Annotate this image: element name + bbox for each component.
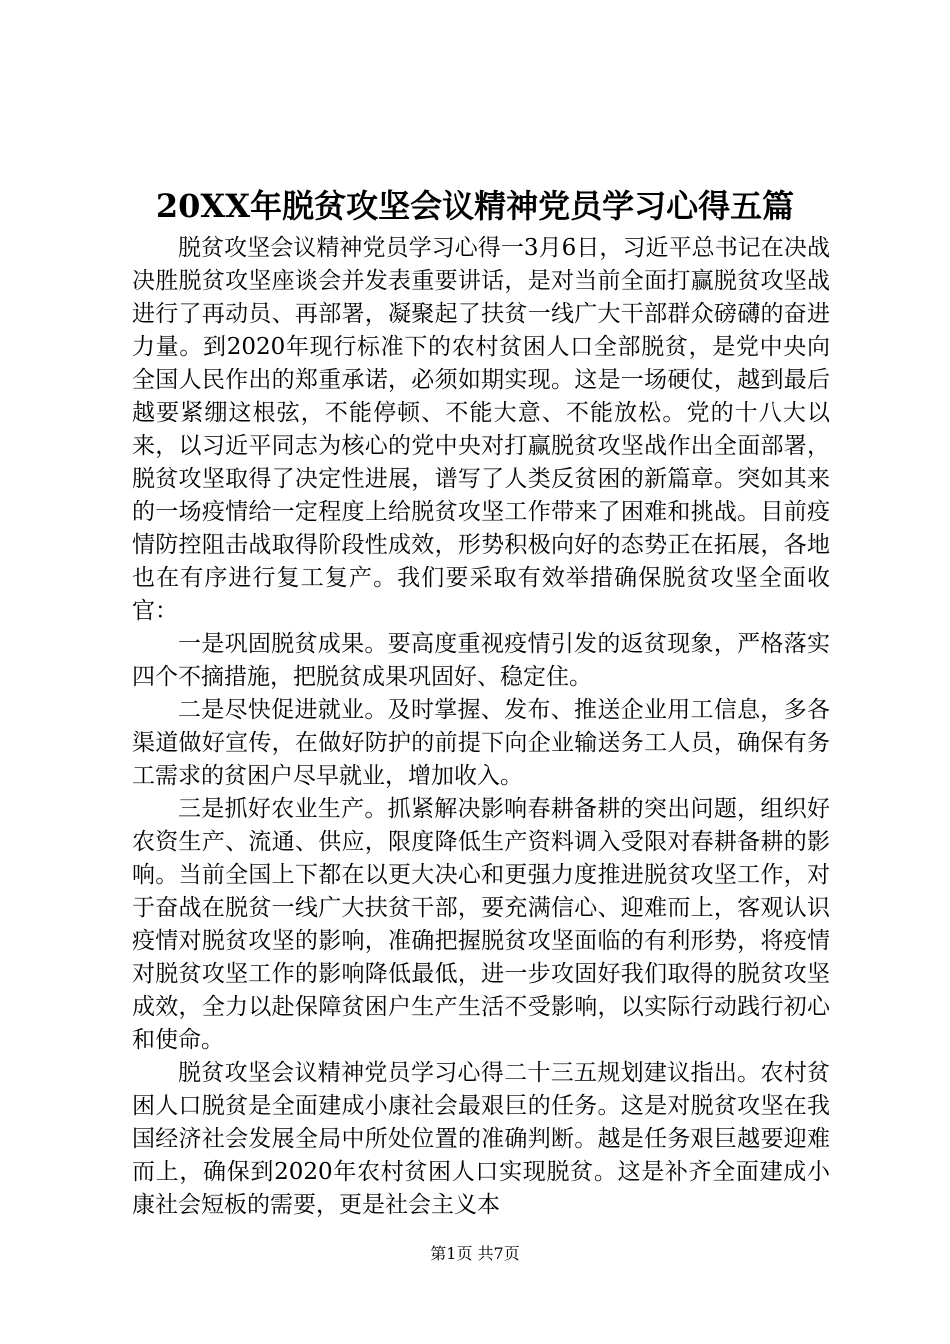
- paragraph-5: 脱贫攻坚会议精神党员学习心得二十三五规划建议指出。农村贫困人口脱贫是全面建成小康社会最艰巨的任务。这是对脱贫攻坚在我国经济社会发展全局中所处位置的准确判断。越是任务艰巨越要迎难而上，确保到2020年农村贫困人口实现脱贫。这是补齐全面建成小康社会短板的需要，更是社会主义本: [132, 1060, 830, 1218]
- document-title: 20XX年脱贫攻坚会议精神党员学习心得五篇: [155, 187, 795, 225]
- paragraph-2: 一是巩固脱贫成果。要高度重视疫情引发的返贫现象，严格落实四个不摘措施，把脱贫成果巩固好、稳定住。: [132, 631, 830, 690]
- document-body: [132, 232, 830, 1222]
- page-footer: 第1页 共7页: [430, 1244, 520, 1263]
- paragraph-3: 二是尽快促进就业。及时掌握、发布、推送企业用工信息，多各渠道做好宣传，在做好防护的前提下向企业输送务工人员，确保有务工需求的贫困户尽早就业，增加收入。: [132, 697, 830, 789]
- paragraph-1: 脱贫攻坚会议精神党员学习心得一3月6日，习近平总书记在决战决胜脱贫攻坚座谈会并发表重要讲话，是对当前全面打赢脱贫攻坚战进行了再动员、再部署，凝聚起了扶贫一线广大干部群众磅礴的奋进力量。到2020年现行标准下的农村贫困人口全部脱贫，是党中央向全国人民作出的郑重承诺，必须如期实现。这是一场硬仗，越到最后越要紧绷这根弦，不能停顿、不能大意、不能放松。党的十八大以来，以习近平同志为核心的党中央对打赢脱贫攻坚战作出全面部署，脱贫攻坚取得了决定性进展，谱写了人类反贫困的新篇章。突如其来的一场疫情给一定程度上给脱贫攻坚工作带来了困难和挑战。目前疫情防控阻击战取得阶段性成效，形势积极向好的态势正在拓展，各地也在有序进行复工复产。我们要采取有效举措确保脱贫攻坚全面收官：: [132, 235, 830, 624]
- paragraph-4: 三是抓好农业生产。抓紧解决影响春耕备耕的突出问题，组织好农资生产、流通、供应，限度降低生产资料调入受限对春耕备耕的影响。当前全国上下都在以更大决心和更强力度推进脱贫攻坚工作，对于奋战在脱贫一线广大扶贫干部，要充满信心、迎难而上，客观认识疫情对脱贫攻坚的影响，准确把握脱贫攻坚面临的有利形势，将疫情对脱贫攻坚工作的影响降低最低，进一步攻固好我们取得的脱贫攻坚成效，全力以赴保障贫困户生产生活不受影响，以实际行动践行初心和使命。: [132, 796, 830, 1053]
